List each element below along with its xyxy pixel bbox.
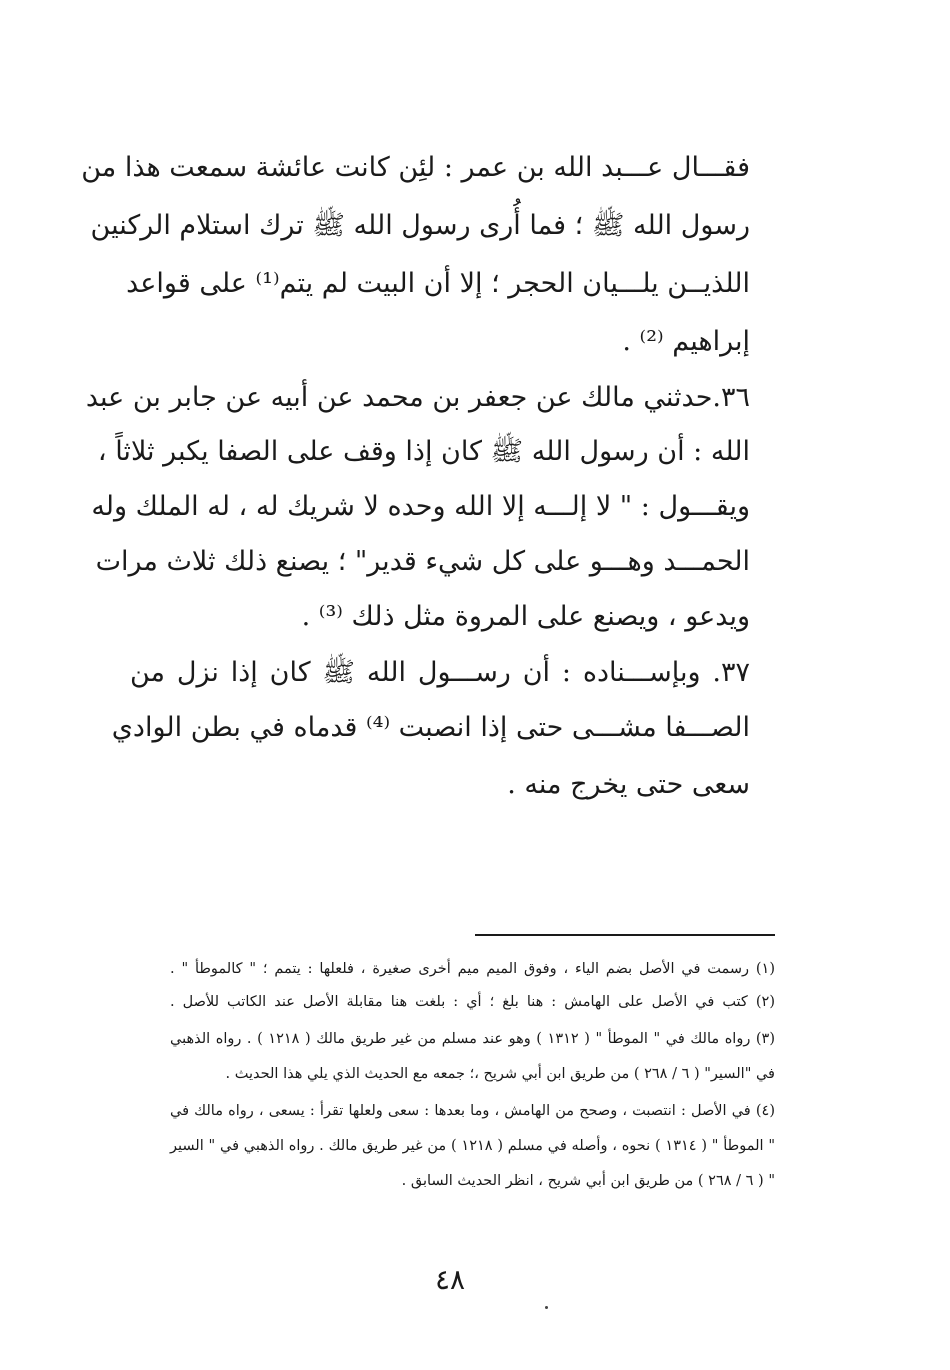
body-line-4: إبراهيم ⁽²⁾ . <box>622 326 750 357</box>
scan-speck <box>545 1306 548 1309</box>
footnote-line-1: (١) رسمت في الأصل بضم الياء ، وفوق الميم ميم أخرى صغيرة ، فلعلها : يتمم ؛ " كالموطأ " . <box>170 961 775 977</box>
body-line-12: سعى حتى يخرج منه . <box>507 769 750 800</box>
footnote-line-7: " ( ٦ / ٢٦٨ ) من طريق ابن أبي شريح ، انظر الحديث السابق . <box>401 1173 775 1189</box>
body-line-3: اللذيــن يلـــيان الحجر ؛ إلا أن البيت لم يتم⁽¹⁾ على قواعد <box>126 268 750 299</box>
body-line-7: ويقـــول : " لا إلـــه إلا الله وحده لا شريك له ، له الملك وله <box>91 491 750 522</box>
footnote-line-6: " الموطأ " ( ١٣١٤ ) نحوه ، وأصله في مسلم ( ١٢١٨ ) من غير طريق مالك . رواه الذهبي في " السير <box>170 1138 775 1154</box>
body-line-2: رسول الله ﷺ ؛ فما أُرى رسول الله ﷺ ترك استلام الركنين <box>90 210 750 241</box>
body-line-5: ٣٦.حدثني مالك عن جعفر بن محمد عن أبيه عن جابر بن عبد <box>85 382 750 413</box>
footnote-line-3: (٣) رواه مالك في " الموطأ " ( ١٣١٢ ) وهو عند مسلم من غير طريق مالك ( ١٢١٨ ) . رواه الذهبي <box>170 1031 776 1047</box>
footnote-line-2: (٢) كتب في الأصل على الهامش : هنا بلغ ؛ أي : بلغت هنا مقابلة الأصل عند الكاتب للأصل . <box>170 994 775 1010</box>
body-line-10: ٣٧. وبإســـناده : أن رســـول الله ﷺ كان إذا نزل من <box>130 657 750 688</box>
footnote-line-5: (٤) في الأصل : انتصبت ، وصحح من الهامش ، وما بعدها : سعى ولعلها تقرأ : يسعى ، رواه مالك في <box>170 1103 775 1119</box>
footnote-divider <box>475 934 775 936</box>
body-line-8: الحمـــد وهـــو على كل شيء قدير" ؛ يصنع ذلك ثلاث مرات <box>95 546 750 577</box>
footnote-line-4: في "السير" ( ٦ / ٢٦٨ ) من طريق ابن أبي شريح ،؛ جمعه مع الحديث الذي يلي هذا الحديث . <box>225 1066 775 1082</box>
page-number: ٤٨ <box>434 1263 466 1296</box>
body-line-9: ويدعو ، ويصنع على المروة مثل ذلك ⁽³⁾ . <box>301 601 750 632</box>
body-line-11: الصـــفا مشـــى حتى إذا انصبت ⁽⁴⁾ قدماه في بطن الوادي <box>111 712 750 743</box>
body-line-6: الله : أن رسول الله ﷺ كان إذا وقف على الصفا يكبر ثلاثاً ، <box>97 436 750 467</box>
body-line-1: فقـــال عـــبد الله بن عمر : لئِن كانت عائشة سمعت هذا من <box>81 152 750 183</box>
